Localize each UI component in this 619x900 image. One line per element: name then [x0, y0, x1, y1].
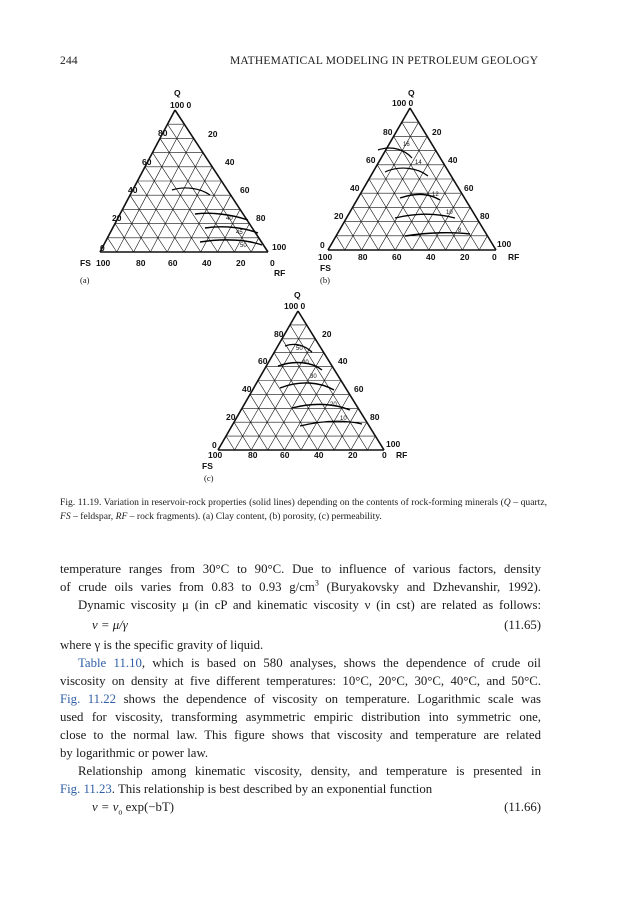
- ternary-panel-c: [202, 290, 407, 483]
- contour-label: 12: [432, 192, 439, 198]
- grid-line: [479, 236, 487, 250]
- vertex-label-right: RF: [508, 252, 520, 262]
- contour-label: 40: [302, 360, 309, 366]
- panel-label: (c): [204, 473, 214, 483]
- bottom-tick: 60: [392, 252, 402, 262]
- grid-line: [367, 436, 375, 450]
- paragraph-line: of crude oils varies from 0.83 to 0.93 $g/cm^3$ (Buryakovsky and Dzhevanshir, 1992).: [60, 578, 541, 594]
- property-contour-line: [205, 227, 258, 233]
- bottom-tick: 0: [270, 258, 275, 268]
- bottom-tick: 40: [426, 252, 436, 262]
- bottom-tick: 20: [236, 258, 246, 268]
- right-tick: 80: [256, 213, 266, 223]
- left-tick: 40: [242, 384, 252, 394]
- right-tick: 80: [480, 211, 490, 221]
- contour-label: 14: [415, 160, 422, 166]
- left-tick: 80: [274, 329, 284, 339]
- left-tick: 0: [212, 440, 217, 450]
- body-text: [60, 560, 541, 810]
- paragraph-line: viscosity on density at five different temperatures: 10°C, 20°C, 30°C, 40°C, and 50°C.: [60, 674, 541, 688]
- property-contour-line: [278, 363, 322, 370]
- paragraph-line: by logarithmic or power law.: [60, 746, 209, 760]
- contour-label: 50: [296, 346, 303, 352]
- right-tick: 60: [464, 183, 474, 193]
- apex-label: Q: [294, 290, 301, 300]
- bottom-tick: 80: [248, 450, 258, 460]
- vertex-label-left: FS: [80, 258, 91, 268]
- paragraph-line: Dynamic viscosity μ (in cP and kinematic viscosity ν (in cst) are related as follows:: [78, 598, 541, 612]
- figure-link[interactable]: Fig. 11.22: [60, 692, 117, 706]
- ternary-panel-a: [80, 88, 286, 285]
- figure-caption: Fig. 11.19. Variation in reservoir-rock properties (solid lines) depending on the contents of rock-forming minerals (Q – quartz, FS – feldspar, RF – rock fragments). (a) Clay content, (b) porosity, (c) permeability.: [60, 497, 547, 522]
- left-tick: 80: [158, 128, 168, 138]
- equation-11-66: $\nu = \nu_o$ exp(−bT) (11.66): [92, 800, 541, 817]
- contour-label: 50: [240, 243, 247, 249]
- page-number: 244: [60, 55, 78, 67]
- paragraph-line: close to the normal law. This figure shows that viscosity and temperature are related: [60, 728, 541, 742]
- paragraph-line: Fig. 11.23. This relationship is best described by an exponential function: [60, 782, 433, 796]
- grid-line: [117, 124, 185, 252]
- panel-label: (a): [80, 275, 90, 285]
- bottom-tick: 60: [280, 450, 290, 460]
- apex-ticks: 100 0: [284, 301, 306, 311]
- paragraph-line: temperature ranges from 30°C to 90°C. Due to influence of various factors, density: [60, 562, 541, 576]
- right-tick: 40: [448, 155, 458, 165]
- contour-label: 10: [340, 416, 347, 422]
- right-tick: 60: [240, 185, 250, 195]
- left-tick: 20: [334, 211, 344, 221]
- contour-label: 16: [403, 142, 410, 148]
- paragraph-line: Fig. 11.22 shows the dependence of viscosity on temperature. Logarithmic scale was: [60, 692, 541, 706]
- grid-line: [150, 153, 203, 252]
- equation-number: (11.66): [504, 800, 541, 814]
- left-tick: 80: [383, 127, 393, 137]
- grid-line: [123, 209, 151, 252]
- equation-11-65: ν = μ/γ (11.65): [92, 618, 541, 632]
- left-tick: 60: [366, 155, 376, 165]
- grid-line: [268, 353, 324, 450]
- vertex-label-right: RF: [396, 450, 408, 460]
- right-tick: 100: [272, 242, 287, 252]
- contour-label: 45: [236, 230, 243, 236]
- right-tick: 60: [354, 384, 364, 394]
- apex-ticks: 100 0: [170, 100, 192, 110]
- right-tick: 20: [208, 129, 218, 139]
- vertex-label-left: FS: [202, 461, 213, 471]
- grid-line: [108, 238, 117, 252]
- right-tick: 80: [370, 412, 380, 422]
- caption-label: Fig. 11.19.: [60, 497, 102, 508]
- paragraph-line: Table 11.10, which is based on 580 analyses, shows the dependence of crude oil: [78, 656, 541, 670]
- grid-line: [336, 236, 345, 250]
- grid-line: [369, 179, 412, 250]
- bottom-tick: 100: [318, 252, 333, 262]
- paragraph-line: used for viscosity, transforming asymmetric empiric distribution into symmetric one,: [60, 710, 541, 724]
- bottom-tick: 80: [358, 252, 368, 262]
- bottom-tick: 20: [348, 450, 358, 460]
- property-contour-line: [200, 240, 262, 245]
- grid-line: [138, 181, 185, 252]
- bottom-tick: 80: [136, 258, 146, 268]
- equation-number: (11.65): [504, 618, 541, 632]
- ternary-grid: [218, 311, 384, 450]
- grid-line: [226, 436, 235, 450]
- grid-line: [274, 353, 334, 450]
- ternary-grid: [328, 108, 496, 250]
- vertex-label-left: FS: [320, 263, 331, 273]
- contour-label: 30: [310, 374, 317, 380]
- grid-line: [301, 381, 341, 451]
- bottom-tick: 0: [382, 450, 387, 460]
- bottom-tick: 100: [208, 450, 223, 460]
- contour-label: 20: [330, 402, 337, 408]
- bottom-tick: 20: [460, 252, 470, 262]
- paragraph-line: where γ is the specific gravity of liquid.: [60, 638, 264, 652]
- right-tick: 40: [225, 157, 235, 167]
- grid-line: [258, 381, 301, 451]
- ternary-grid: [100, 110, 268, 252]
- bottom-tick: 100: [96, 258, 111, 268]
- figure-link[interactable]: Fig. 11.23: [60, 782, 112, 796]
- left-tick: 0: [100, 243, 105, 253]
- table-link[interactable]: Table 11.10: [78, 656, 142, 670]
- left-tick: 60: [142, 157, 152, 167]
- bottom-tick: 60: [168, 258, 178, 268]
- contour-label: 10: [446, 210, 453, 216]
- apex-ticks: 100 0: [392, 98, 414, 108]
- left-tick: 40: [128, 185, 138, 195]
- left-tick: 0: [320, 240, 325, 250]
- contour-label: 40: [226, 216, 233, 222]
- ternary-panel-b: [318, 88, 519, 285]
- panel-label: (b): [320, 275, 330, 285]
- running-title: MATHEMATICAL MODELING IN PETROLEUM GEOLOGY: [230, 55, 539, 67]
- bottom-tick: 0: [492, 252, 497, 262]
- left-tick: 20: [112, 213, 122, 223]
- right-tick: 40: [338, 356, 348, 366]
- grid-line: [251, 238, 259, 252]
- contour-label: 8: [458, 228, 462, 234]
- left-tick: 60: [258, 356, 268, 366]
- bottom-tick: 40: [314, 450, 324, 460]
- right-tick: 20: [322, 329, 332, 339]
- apex-label: Q: [408, 88, 415, 98]
- grid-line: [153, 153, 218, 252]
- apex-label: Q: [174, 88, 181, 98]
- right-tick: 100: [386, 439, 401, 449]
- bottom-tick: 40: [202, 258, 212, 268]
- paragraph-line: Relationship among kinematic viscosity, density, and temperature is presented in: [78, 764, 541, 778]
- left-tick: 40: [350, 183, 360, 193]
- right-tick: 100: [497, 239, 512, 249]
- vertex-label-right: RF: [274, 268, 286, 278]
- right-tick: 20: [432, 127, 442, 137]
- left-tick: 20: [226, 412, 236, 422]
